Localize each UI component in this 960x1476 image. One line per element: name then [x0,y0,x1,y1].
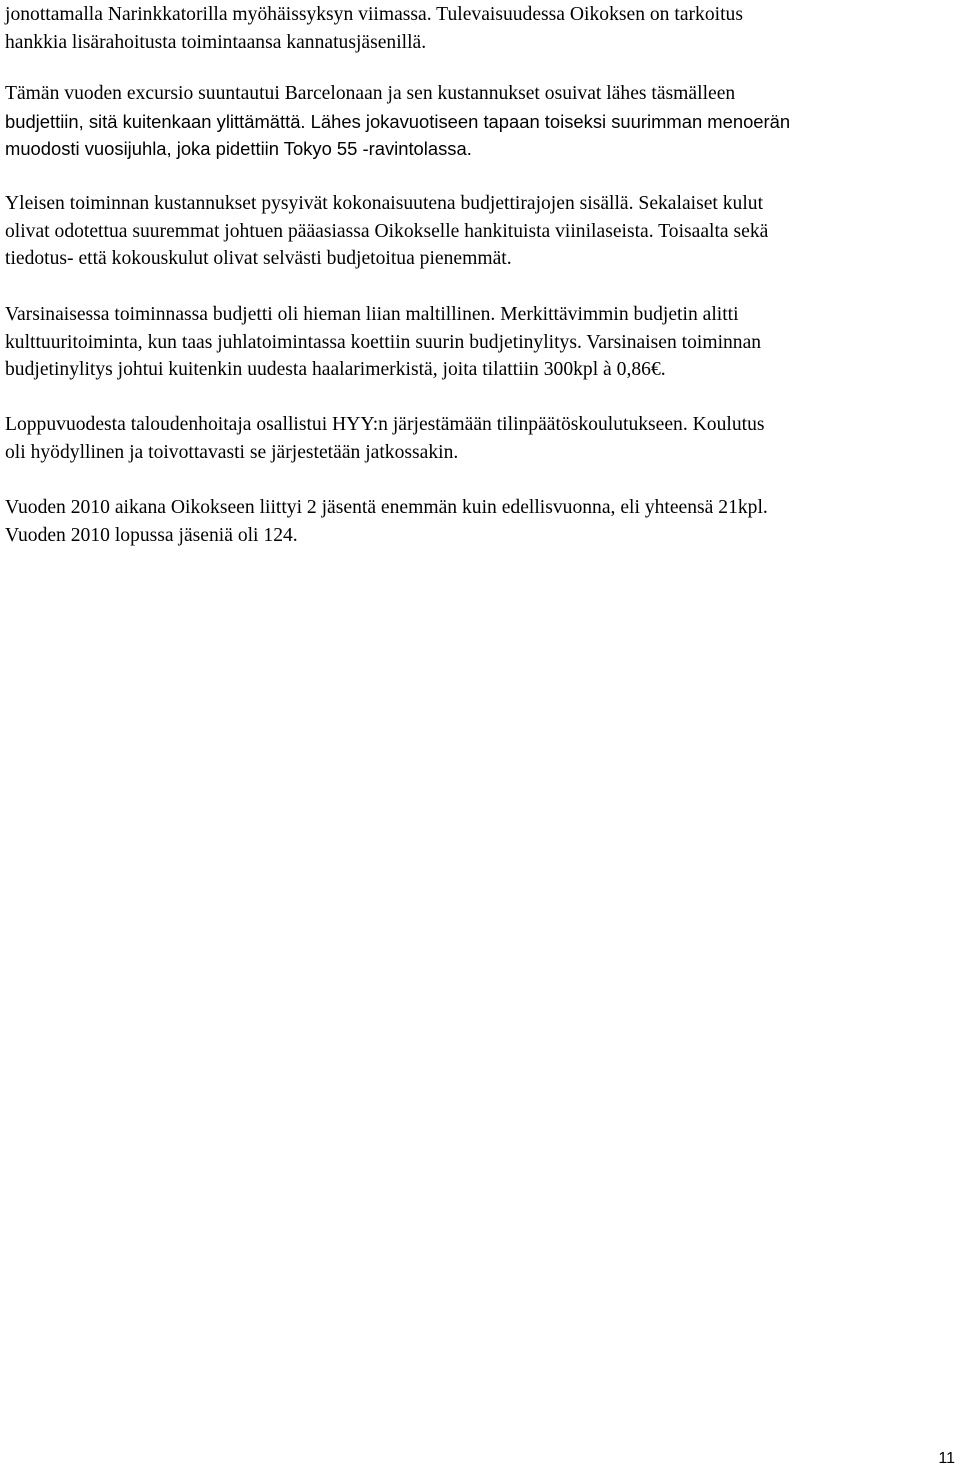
paragraph-treasurer-training [5,411,765,466]
text-line: jonottamalla Narinkkatorilla myöhäissyksyn viimassa. Tulevaisuudessa Oikoksen on tarkoitus [5,4,743,25]
text-line: tiedotus- että kokouskulut olivat selvästi budjetoitua pienemmät. [5,248,512,270]
paragraph-actual-activity [5,301,761,384]
text-line: Yleisen toiminnan kustannukset pysyivät kokonaisuutena budjettirajojen sisällä. Sekalaiset kulut [5,193,764,214]
paragraph-additional-funding [5,1,743,56]
text-line: Vuoden 2010 aikana Oikokseen liittyi 2 jäsentä enemmän kuin edellisvuonna, eli yhteensä 21kpl. [5,497,768,518]
text-line: Loppuvuodesta taloudenhoitaja osallistui HYY:n järjestämään tilinpäätöskoulutukseen. Koulutus [5,414,765,435]
page-number: 11 [938,1450,955,1467]
text-line: kulttuuritoiminta, kun taas juhlatoimintassa koettiin suurin budjetinylitys. Varsinaisen toiminnan [5,331,762,353]
text-line: budjettiin, sitä kuitenkaan ylittämättä. Lähes jokavuotiseen tapaan toiseksi suurimman menoerän [5,110,791,132]
text-line: muodosti vuosijuhla, joka pidettiin Tokyo 55 -ravintolassa. [5,138,472,160]
text-line: Varsinaisessa toiminnassa budjetti oli hieman liian maltillinen. Merkittävimmin budjetin alitti [5,304,739,325]
text-line: Tämän vuoden excursio suuntautui Barcelonaan ja sen kustannukset osuivat lähes täsmälleen [5,83,736,104]
paragraph-excursion-costs [5,80,790,163]
text-line: Vuoden 2010 lopussa jäseniä oli 124. [5,524,298,546]
text-line: hankkia lisärahoitusta toimintaansa kannatusjäsenillä. [5,31,427,53]
text-line: budjetinylitys johtui kuitenkin uudesta haalarimerkistä, joita tilattiin 300kpl à 0,86€. [5,359,666,381]
paragraph-general-activity [5,190,768,273]
text-line: olivat odotettua suuremmat johtuen pääasiassa Oikokselle hankituista viinilaseista. Toisaalta sekä [5,220,769,242]
text-line: oli hyödyllinen ja toivottavasti se järjestetään jatkossakin. [5,441,459,463]
paragraph-membership [5,494,768,549]
